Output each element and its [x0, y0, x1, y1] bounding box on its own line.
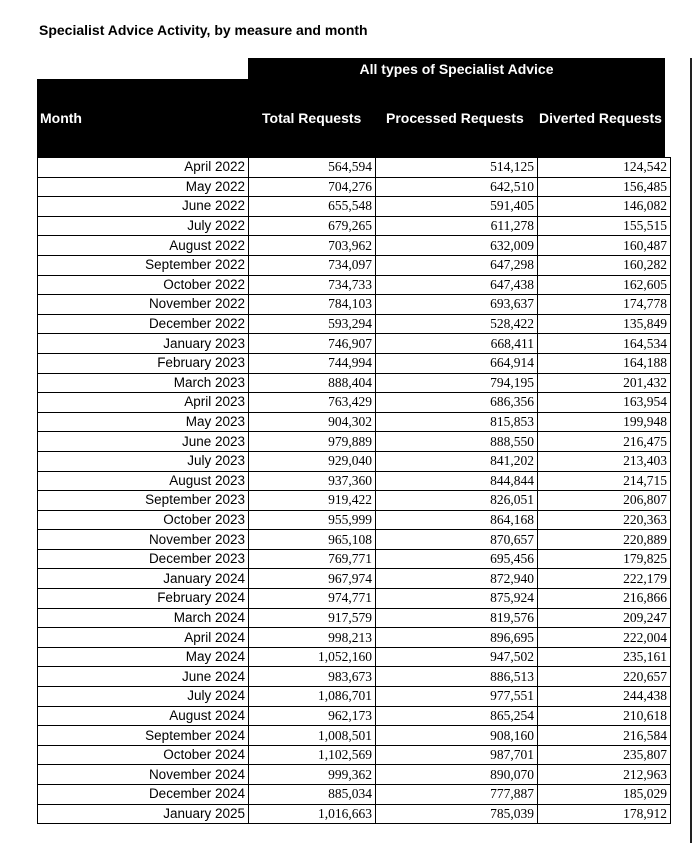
cell-diverted-requests: 213,403: [538, 451, 671, 471]
cell-total-requests: 919,422: [249, 491, 376, 511]
table-row: [38, 432, 671, 452]
cell-total-requests: 784,103: [249, 295, 376, 315]
table-row: [38, 667, 671, 687]
cell-processed-requests: 947,502: [376, 647, 538, 667]
table-row: [38, 765, 671, 785]
cell-total-requests: 999,362: [249, 765, 376, 785]
table-row: [38, 353, 671, 373]
cell-month: June 2022: [38, 197, 249, 217]
cell-total-requests: 983,673: [249, 667, 376, 687]
cell-diverted-requests: 222,004: [538, 628, 671, 648]
table-row: [38, 491, 671, 511]
cell-processed-requests: 864,168: [376, 510, 538, 530]
cell-diverted-requests: 201,432: [538, 373, 671, 393]
cell-processed-requests: 695,456: [376, 549, 538, 569]
cell-total-requests: 888,404: [249, 373, 376, 393]
cell-month: July 2023: [38, 451, 249, 471]
table-row: [38, 706, 671, 726]
table-row: [38, 158, 671, 178]
cell-diverted-requests: 220,657: [538, 667, 671, 687]
cell-total-requests: 965,108: [249, 530, 376, 550]
cell-month: March 2023: [38, 373, 249, 393]
table-row: [38, 530, 671, 550]
cell-total-requests: 655,548: [249, 197, 376, 217]
table-row: [38, 647, 671, 667]
cell-month: May 2023: [38, 412, 249, 432]
cell-diverted-requests: 146,082: [538, 197, 671, 217]
cell-month: August 2024: [38, 706, 249, 726]
cell-total-requests: 998,213: [249, 628, 376, 648]
cell-total-requests: 962,173: [249, 706, 376, 726]
cell-total-requests: 1,008,501: [249, 726, 376, 746]
cell-diverted-requests: 220,889: [538, 530, 671, 550]
cell-total-requests: 904,302: [249, 412, 376, 432]
cell-diverted-requests: 214,715: [538, 471, 671, 491]
cell-month: November 2024: [38, 765, 249, 785]
cell-processed-requests: 890,070: [376, 765, 538, 785]
table-row: [38, 726, 671, 746]
cell-month: February 2024: [38, 589, 249, 609]
cell-month: October 2024: [38, 745, 249, 765]
cell-month: August 2023: [38, 471, 249, 491]
cell-diverted-requests: 124,542: [538, 158, 671, 178]
cell-month: September 2022: [38, 255, 249, 275]
cell-total-requests: 1,052,160: [249, 647, 376, 667]
table-row: [38, 745, 671, 765]
table-row: [38, 216, 671, 236]
cell-processed-requests: 896,695: [376, 628, 538, 648]
cell-month: November 2023: [38, 530, 249, 550]
cell-processed-requests: 647,298: [376, 255, 538, 275]
cell-total-requests: 703,962: [249, 236, 376, 256]
cell-diverted-requests: 162,605: [538, 275, 671, 295]
cell-total-requests: 1,086,701: [249, 687, 376, 707]
table-row: [38, 628, 671, 648]
table-row: [38, 589, 671, 609]
cell-processed-requests: 870,657: [376, 530, 538, 550]
cell-month: April 2023: [38, 393, 249, 413]
cell-processed-requests: 794,195: [376, 373, 538, 393]
cell-processed-requests: 591,405: [376, 197, 538, 217]
cell-diverted-requests: 156,485: [538, 177, 671, 197]
cell-month: December 2023: [38, 549, 249, 569]
cell-diverted-requests: 209,247: [538, 608, 671, 628]
cell-diverted-requests: 244,438: [538, 687, 671, 707]
cell-processed-requests: 647,438: [376, 275, 538, 295]
cell-processed-requests: 528,422: [376, 314, 538, 334]
cell-diverted-requests: 185,029: [538, 785, 671, 805]
cell-processed-requests: 777,887: [376, 785, 538, 805]
data-table: [37, 157, 671, 824]
cell-diverted-requests: 235,807: [538, 745, 671, 765]
cell-processed-requests: 888,550: [376, 432, 538, 452]
cell-diverted-requests: 220,363: [538, 510, 671, 530]
cell-total-requests: 974,771: [249, 589, 376, 609]
cell-processed-requests: 693,637: [376, 295, 538, 315]
cell-total-requests: 769,771: [249, 549, 376, 569]
cell-month: May 2022: [38, 177, 249, 197]
table-row: [38, 471, 671, 491]
page-title: Specialist Advice Activity, by measure and month: [39, 22, 368, 38]
cell-total-requests: 593,294: [249, 314, 376, 334]
table-row: [38, 334, 671, 354]
cell-month: July 2024: [38, 687, 249, 707]
table-row: [38, 608, 671, 628]
cell-processed-requests: 865,254: [376, 706, 538, 726]
column-header-month: Month: [40, 110, 82, 126]
cell-diverted-requests: 235,161: [538, 647, 671, 667]
cell-diverted-requests: 179,825: [538, 549, 671, 569]
cell-total-requests: 1,102,569: [249, 745, 376, 765]
cell-total-requests: 937,360: [249, 471, 376, 491]
table-row: [38, 255, 671, 275]
cell-total-requests: 763,429: [249, 393, 376, 413]
cell-month: July 2022: [38, 216, 249, 236]
cell-total-requests: 885,034: [249, 785, 376, 805]
table-row: [38, 510, 671, 530]
cell-month: June 2023: [38, 432, 249, 452]
cell-month: April 2024: [38, 628, 249, 648]
cell-total-requests: 704,276: [249, 177, 376, 197]
cell-month: January 2023: [38, 334, 249, 354]
cell-processed-requests: 664,914: [376, 353, 538, 373]
cell-processed-requests: 841,202: [376, 451, 538, 471]
cell-processed-requests: 686,356: [376, 393, 538, 413]
cell-diverted-requests: 212,963: [538, 765, 671, 785]
column-header-processed-requests: Processed Requests: [386, 110, 524, 126]
cell-processed-requests: 819,576: [376, 608, 538, 628]
cell-diverted-requests: 135,849: [538, 314, 671, 334]
table-row: [38, 412, 671, 432]
cell-total-requests: 929,040: [249, 451, 376, 471]
table-row: [38, 314, 671, 334]
cell-processed-requests: 987,701: [376, 745, 538, 765]
table-row: [38, 785, 671, 805]
cell-processed-requests: 826,051: [376, 491, 538, 511]
cell-total-requests: 917,579: [249, 608, 376, 628]
cell-month: March 2024: [38, 608, 249, 628]
cell-processed-requests: 886,513: [376, 667, 538, 687]
cell-total-requests: 744,994: [249, 353, 376, 373]
cell-month: June 2024: [38, 667, 249, 687]
cell-total-requests: 734,733: [249, 275, 376, 295]
cell-month: August 2022: [38, 236, 249, 256]
cell-month: November 2022: [38, 295, 249, 315]
page-edge-divider: [690, 58, 692, 843]
cell-processed-requests: 632,009: [376, 236, 538, 256]
table-row: [38, 295, 671, 315]
cell-month: October 2023: [38, 510, 249, 530]
cell-month: May 2024: [38, 647, 249, 667]
table-row: [38, 177, 671, 197]
table-row: [38, 373, 671, 393]
table-row: [38, 569, 671, 589]
cell-total-requests: 679,265: [249, 216, 376, 236]
table-row: [38, 275, 671, 295]
cell-diverted-requests: 216,584: [538, 726, 671, 746]
cell-processed-requests: 785,039: [376, 804, 538, 824]
cell-processed-requests: 611,278: [376, 216, 538, 236]
cell-diverted-requests: 174,778: [538, 295, 671, 315]
cell-processed-requests: 977,551: [376, 687, 538, 707]
cell-total-requests: 979,889: [249, 432, 376, 452]
cell-diverted-requests: 164,534: [538, 334, 671, 354]
table-row: [38, 687, 671, 707]
cell-month: September 2024: [38, 726, 249, 746]
cell-month: January 2024: [38, 569, 249, 589]
cell-total-requests: 967,974: [249, 569, 376, 589]
column-header-diverted-requests: Diverted Requests: [539, 110, 662, 126]
cell-processed-requests: 844,844: [376, 471, 538, 491]
cell-month: January 2025: [38, 804, 249, 824]
cell-month: September 2023: [38, 491, 249, 511]
column-header-total-requests: Total Requests: [262, 110, 362, 126]
cell-total-requests: 955,999: [249, 510, 376, 530]
cell-diverted-requests: 178,912: [538, 804, 671, 824]
cell-month: February 2023: [38, 353, 249, 373]
column-header-row: [37, 79, 665, 157]
cell-diverted-requests: 155,515: [538, 216, 671, 236]
cell-total-requests: 1,016,663: [249, 804, 376, 824]
cell-diverted-requests: 163,954: [538, 393, 671, 413]
cell-total-requests: 734,097: [249, 255, 376, 275]
table-row: [38, 451, 671, 471]
cell-processed-requests: 668,411: [376, 334, 538, 354]
table-row: [38, 804, 671, 824]
cell-processed-requests: 514,125: [376, 158, 538, 178]
cell-processed-requests: 908,160: [376, 726, 538, 746]
cell-diverted-requests: 206,807: [538, 491, 671, 511]
cell-total-requests: 564,594: [249, 158, 376, 178]
cell-diverted-requests: 210,618: [538, 706, 671, 726]
table-row: [38, 393, 671, 413]
cell-processed-requests: 642,510: [376, 177, 538, 197]
cell-processed-requests: 872,940: [376, 569, 538, 589]
cell-diverted-requests: 222,179: [538, 569, 671, 589]
cell-diverted-requests: 216,475: [538, 432, 671, 452]
group-header: All types of Specialist Advice: [248, 58, 665, 80]
cell-processed-requests: 815,853: [376, 412, 538, 432]
cell-diverted-requests: 216,866: [538, 589, 671, 609]
table-row: [38, 236, 671, 256]
table-row: [38, 549, 671, 569]
cell-diverted-requests: 164,188: [538, 353, 671, 373]
cell-diverted-requests: 160,487: [538, 236, 671, 256]
cell-month: December 2022: [38, 314, 249, 334]
cell-total-requests: 746,907: [249, 334, 376, 354]
cell-diverted-requests: 160,282: [538, 255, 671, 275]
cell-diverted-requests: 199,948: [538, 412, 671, 432]
cell-month: October 2022: [38, 275, 249, 295]
cell-month: April 2022: [38, 158, 249, 178]
cell-month: December 2024: [38, 785, 249, 805]
table-row: [38, 197, 671, 217]
table-body: [38, 158, 671, 824]
cell-processed-requests: 875,924: [376, 589, 538, 609]
